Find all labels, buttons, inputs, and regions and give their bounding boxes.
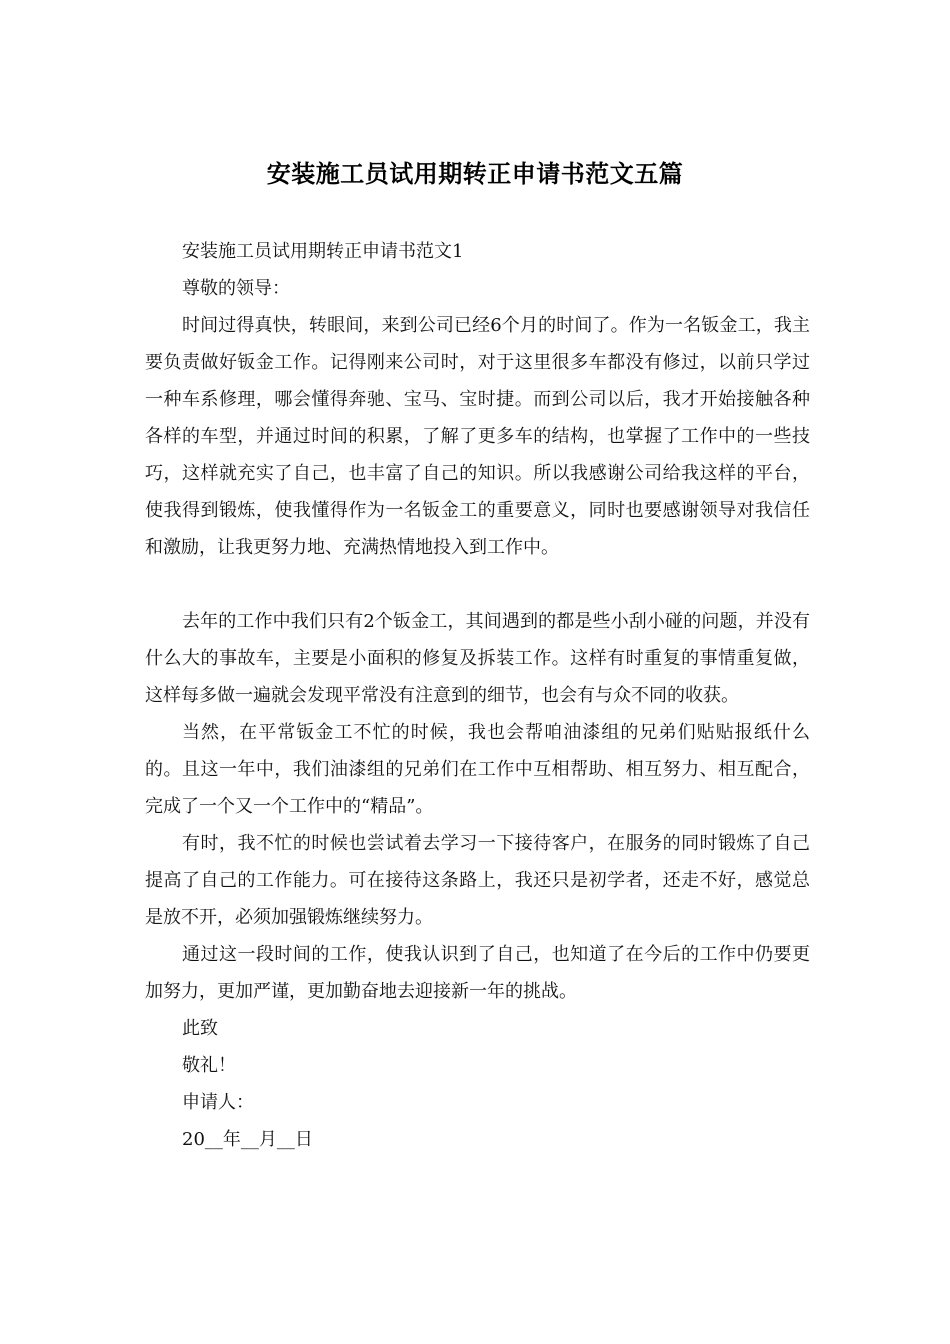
body-paragraph-1: 时间过得真快，转眼间，来到公司已经6个月的时间了。作为一名钣金工，我主要负责做好钣金工作。记得刚来公司时，对于这里很多车都没有修过，以前只学过一种车系修理，哪会懂得奔驰、宝马、宝时捷。而到公司以后，我才开始接触各种各样的车型，并通过时间的积累，了解了更多车的结构，也掌握了工作中的一些技巧，这样就充实了自己，也丰富了自己的知识。所以我感谢公司给我这样的平台，使我得到锻炼，使我懂得作为一名钣金工的重要意义，同时也要感谢领导对我信任和激励，让我更努力地、充满热情地投入到工作中。 <box>145 315 810 558</box>
section-heading: 安装施工员试用期转正申请书范文1 <box>182 241 464 262</box>
closing-line-1: 此致 <box>182 1018 218 1039</box>
document-body <box>145 233 810 1158</box>
date-line: 20__年__月__日 <box>182 1129 313 1150</box>
body-paragraph-3: 当然，在平常钣金工不忙的时候，我也会帮咱油漆组的兄弟们贴贴报纸什么的。且这一年中，我们油漆组的兄弟们在工作中互相帮助、相互努力、相互配合，完成了一个又一个工作中的“精品”。 <box>145 722 810 817</box>
document-title: 安装施工员试用期转正申请书范文五篇 <box>266 160 684 188</box>
applicant-label: 申请人： <box>182 1092 254 1113</box>
salutation: 尊敬的领导： <box>182 278 290 299</box>
body-paragraph-2: 去年的工作中我们只有2个钣金工，其间遇到的都是些小刮小碰的问题，并没有什么大的事故车，主要是小面积的修复及拆装工作。这样有时重复的事情重复做，这样每多做一遍就会发现平常没有注意到的细节，也会有与众不同的收获。 <box>145 611 810 706</box>
closing-line-2: 敬礼！ <box>182 1055 236 1076</box>
paragraph-spacer <box>145 566 810 603</box>
body-paragraph-5: 通过这一段时间的工作，使我认识到了自己，也知道了在今后的工作中仍要更加努力，更加严谨，更加勤奋地去迎接新一年的挑战。 <box>145 944 810 1002</box>
body-paragraph-4: 有时，我不忙的时候也尝试着去学习一下接待客户，在服务的同时锻炼了自己提高了自己的工作能力。可在接待这条路上，我还只是初学者，还走不好，感觉总是放不开，必须加强锻炼继续努力。 <box>145 833 810 928</box>
